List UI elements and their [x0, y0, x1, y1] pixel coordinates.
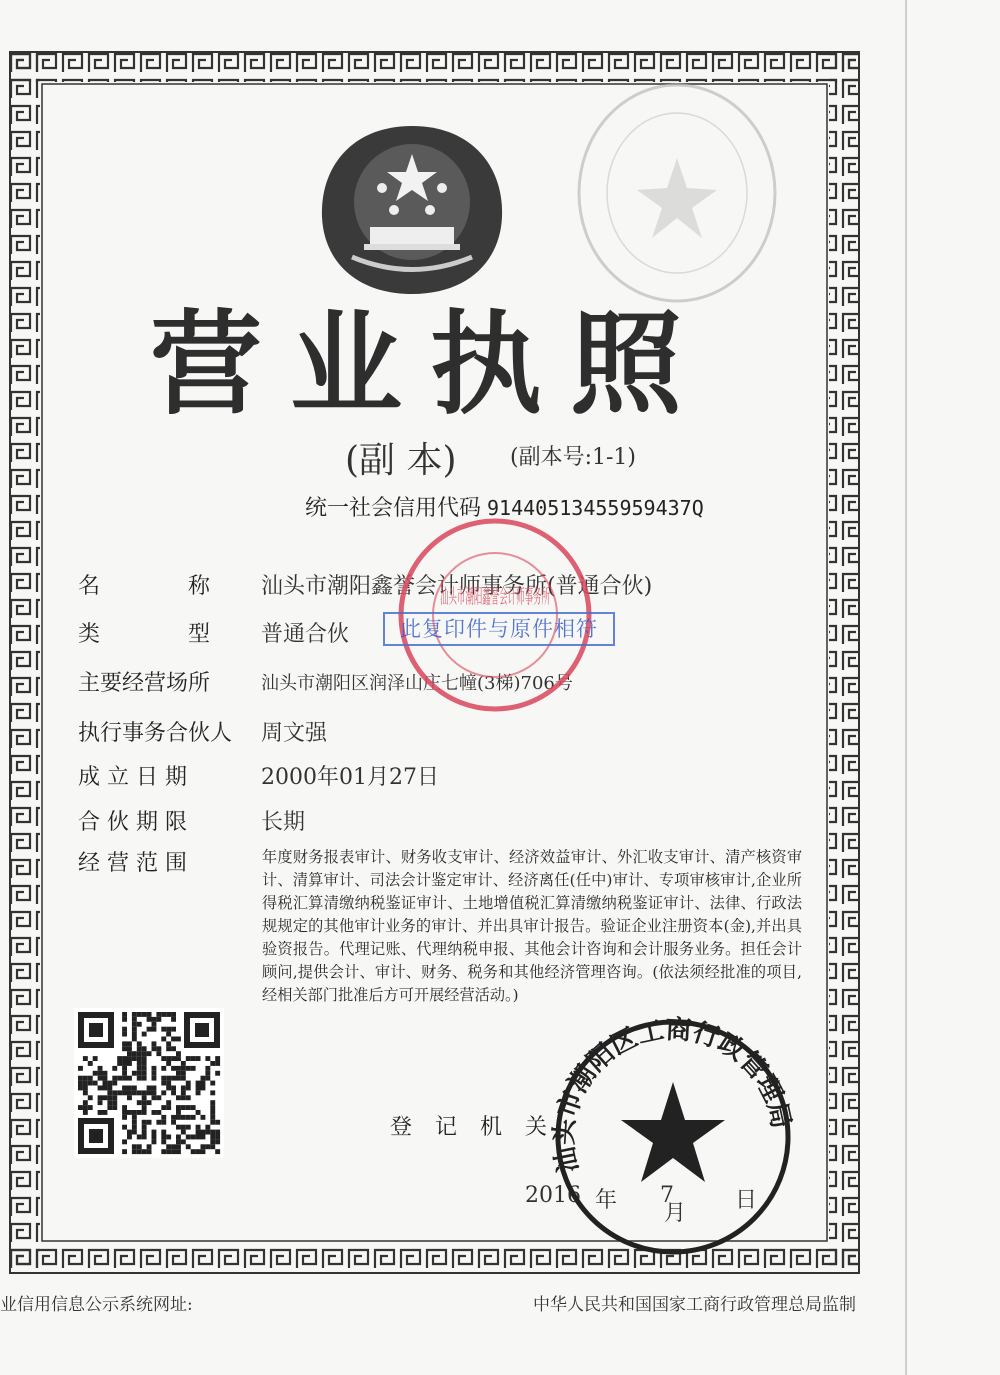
red-seal-text: 汕头市潮阳鑫誉会计师事务所 — [440, 584, 550, 608]
faint-background-seal — [572, 78, 782, 308]
registration-authority-label: 登 记 机 关 — [390, 1115, 555, 1140]
field-label: 主要经营场所 — [78, 671, 211, 696]
page-edge — [905, 0, 907, 1375]
footer-supervisor: 中华人民共和国国家工商行政管理总局监制 — [533, 1295, 856, 1315]
issue-day-unit: 日 — [735, 1188, 758, 1213]
field-value: 汕头市潮阳鑫誉会计师事务所(普通合伙) — [261, 574, 653, 599]
credit-code-label: 统一社会信用代码 — [305, 496, 482, 521]
bureau-seal — [548, 1012, 798, 1262]
field-value: 长期 — [261, 810, 306, 835]
national-emblem — [312, 122, 512, 297]
field-value: 周文强 — [261, 721, 328, 746]
field-value: 2000年01月27日 — [261, 765, 439, 790]
bureau-seal-text: 汕头市潮阳区工商行政管理局 — [549, 1014, 796, 1176]
field-label: 成 立 日 期 — [78, 765, 187, 790]
field-label: 执行事务合伙人 — [78, 721, 233, 746]
business-scope-text: 年度财务报表审计、财务收支审计、经济效益审计、外汇收支审计、清产核资审计、清算审计、司法会计鉴定审计、经济离任(任中)审计、专项审核审计,企业所得税汇算清缴纳税鉴证审计、土地增值税汇算清缴纳税鉴证审计、法律、行政法规规定的其他审计业务的审计、并出具审计报告。验证企业注册资本(金),并出具验资报告。代理记账、代理纳税申报、其他会计咨询和会计服务业务。担任会计顾问,提供会计、审计、财务、税务和其他经济管理咨询。(依法须经批准的项目,经相关部门批准后方可开展经营活动。) — [262, 848, 802, 1004]
issue-year: 2016 — [525, 1183, 581, 1208]
field-label: 类 型 — [78, 622, 211, 647]
issue-month-unit: 月 — [664, 1201, 687, 1226]
issue-year-unit: 年 — [595, 1188, 618, 1213]
field-label: 名 称 — [78, 574, 211, 599]
qr-code — [74, 1008, 224, 1158]
field-label: 经 营 范 围 — [78, 851, 187, 876]
document-title: 营业执照 — [150, 300, 710, 430]
field-value: 普通合伙 — [261, 622, 350, 647]
credit-code-value: 91440513455959437Q — [487, 496, 704, 520]
issue-month: 7 — [660, 1183, 674, 1208]
copy-label: (副 本) — [345, 440, 457, 481]
field-label: 合 伙 期 限 — [78, 810, 187, 835]
field-value: 汕头市潮阳区润泽山庄七幢(3梯)706号 — [261, 673, 573, 694]
true-copy-stamp: 此复印件与原件相符 — [383, 612, 615, 646]
footer-website-label: 业信用信息公示系统网址: — [0, 1295, 193, 1315]
copy-number: (副本号:1-1) — [510, 445, 637, 470]
